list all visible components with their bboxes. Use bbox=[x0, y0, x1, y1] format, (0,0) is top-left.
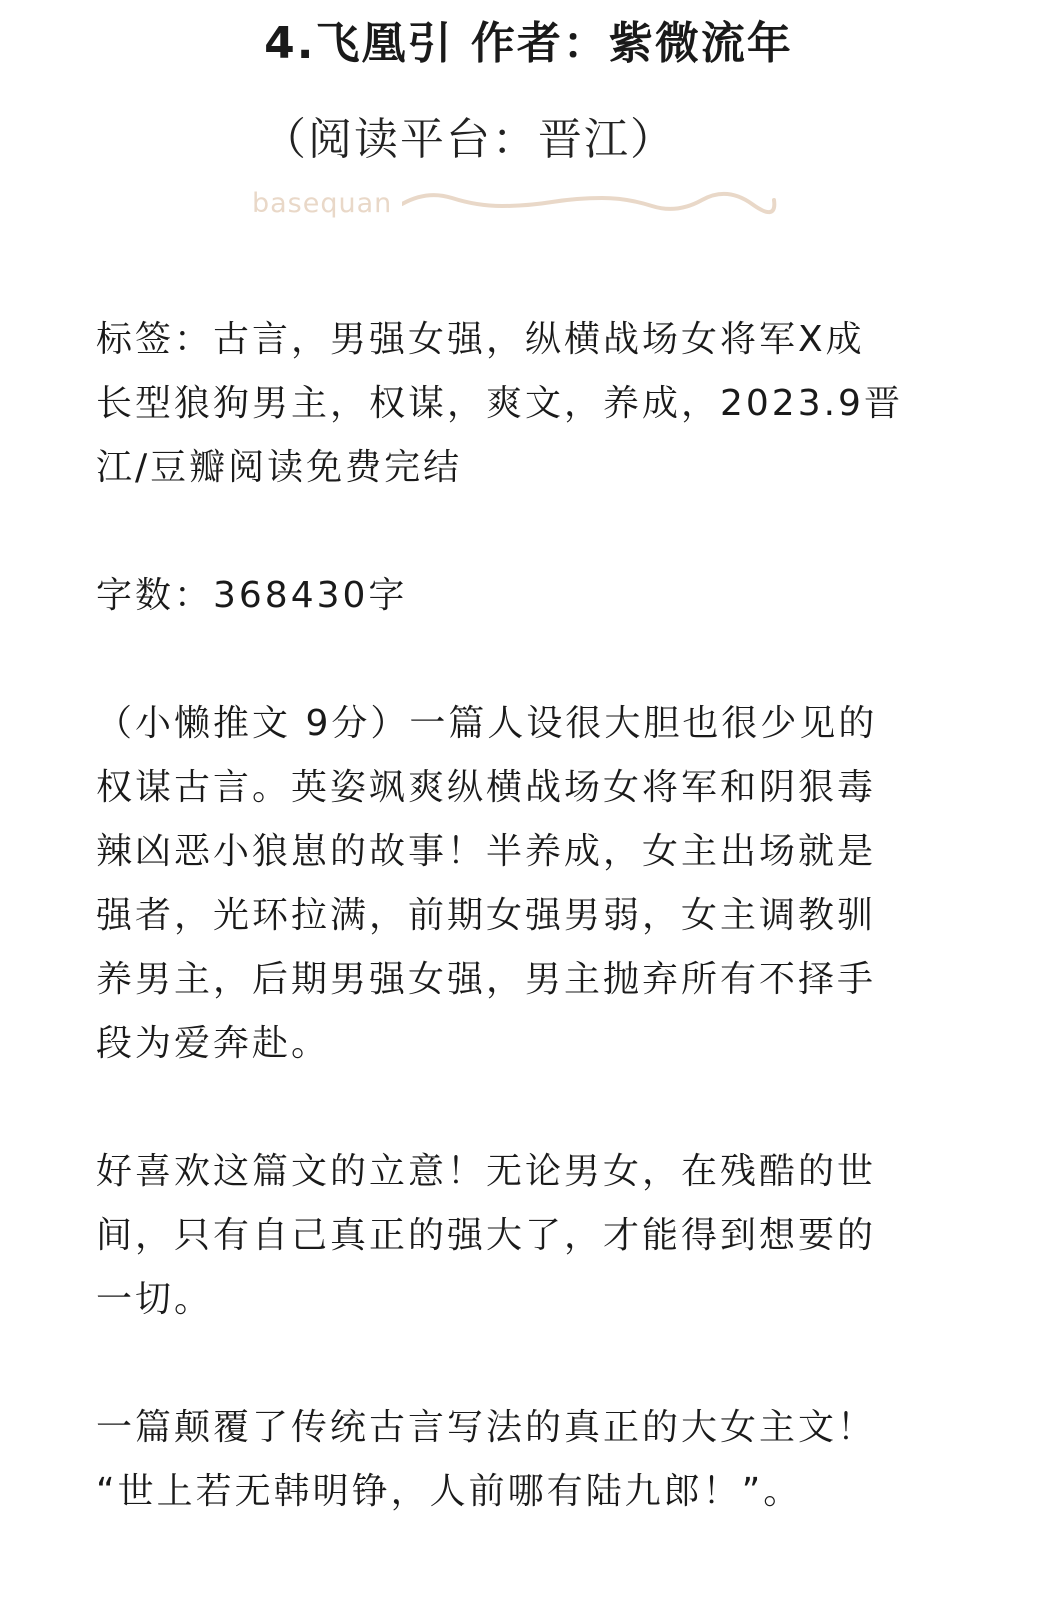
review-paragraph: （小懒推文 9分）一篇人设很大胆也很少见的 权谋古言。英姿飒爽纵横战场女将军和阴狠毒 辣凶恶小狼崽的故事！半养成，女主出场就是 强者，光环拉满，前期女强男弱，女主调教驯 养男主，后期男强女强，男主抛弃所有不择手 段为爱奔赴。 bbox=[96, 703, 878, 1064]
tags-paragraph: 标签：古言，男强女强，纵横战场女将军X成 长型狼狗男主，权谋，爽文，养成，2023.9晋 江/豆瓣阅读免费完结 bbox=[96, 319, 903, 488]
comment-paragraph: 好喜欢这篇文的立意！无论男女，在残酷的世 间，只有自己真正的强大了，才能得到想要的 一切。 bbox=[96, 1151, 877, 1320]
word-count: 字数：368430字 bbox=[96, 575, 408, 616]
watermark-decoration bbox=[252, 184, 792, 224]
article-body bbox=[96, 308, 946, 1524]
page-title: 4.飞凰引 作者：紫微流年 bbox=[264, 18, 793, 69]
reading-platform: （阅读平台：晋江） bbox=[262, 114, 676, 165]
wave-line-icon bbox=[402, 184, 782, 224]
closing-paragraph: 一篇颠覆了传统古言写法的真正的大女主文！ “世上若无韩明铮，人前哪有陆九郎！”。 bbox=[96, 1407, 877, 1512]
watermark-text: basequan bbox=[252, 188, 393, 219]
